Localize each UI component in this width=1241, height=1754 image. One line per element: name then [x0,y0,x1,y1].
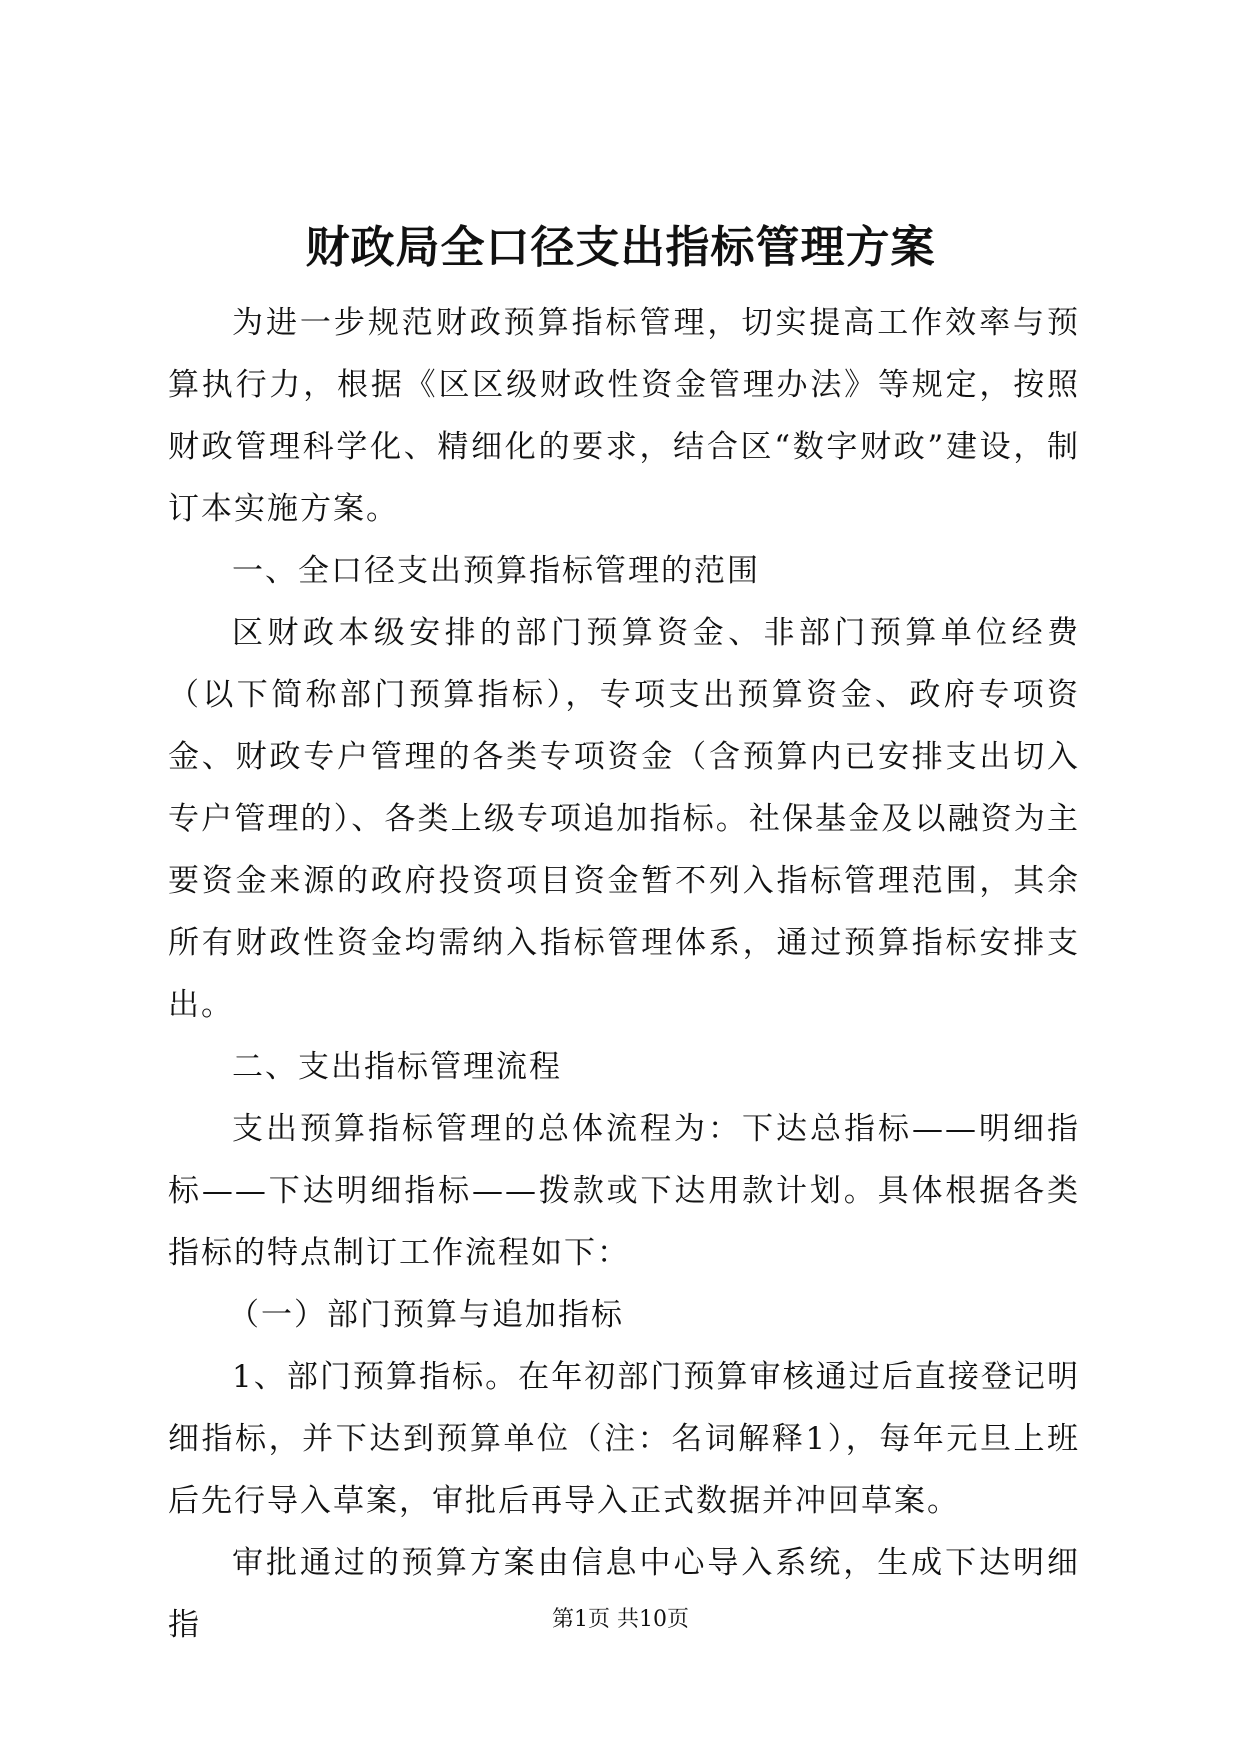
approval-paragraph: 审批通过的预算方案由信息中心导入系统，生成下达明细指 [168,1545,1080,1643]
process-paragraph: 支出预算指标管理的总体流程为：下达总指标——明细指标——下达明细指标——拨款或下达用款计划。具体根据各类指标的特点制订工作流程如下： [168,1111,1080,1271]
document-title: 财政局全口径支出指标管理方案 [305,222,936,273]
section-heading-scope: 一、全口径支出预算指标管理的范围 [232,553,760,589]
scope-paragraph: 区财政本级安排的部门预算资金、非部门预算单位经费（以下简称部门预算指标），专项支出预算资金、政府专项资金、财政专户管理的各类专项资金（含预算内已安排支出切入专户管理的）、各类上级专项追加指标。社保基金及以融资为主要资金来源的政府投资项目资金暂不列入指标管理范围，其余所有财政性资金均需纳入指标管理体系，通过预算指标安排支出。 [168,615,1080,1023]
section-heading-process: 二、支出指标管理流程 [232,1049,562,1085]
document-body [168,292,1080,1656]
intro-paragraph: 为进一步规范财政预算指标管理，切实提高工作效率与预算执行力，根据《区区级财政性资金管理办法》等规定，按照财政管理科学化、精细化的要求，结合区“数字财政”建设，制订本实施方案。 [168,305,1080,527]
subsection-heading-department-budget: （一）部门预算与追加指标 [228,1297,624,1333]
department-budget-paragraph: 1、部门预算指标。在年初部门预算审核通过后直接登记明细指标，并下达到预算单位（注：名词解释1），每年元旦上班后先行导入草案，审批后再导入正式数据并冲回草案。 [168,1359,1080,1519]
page-number-footer: 第1页 共10页 [552,1607,689,1632]
